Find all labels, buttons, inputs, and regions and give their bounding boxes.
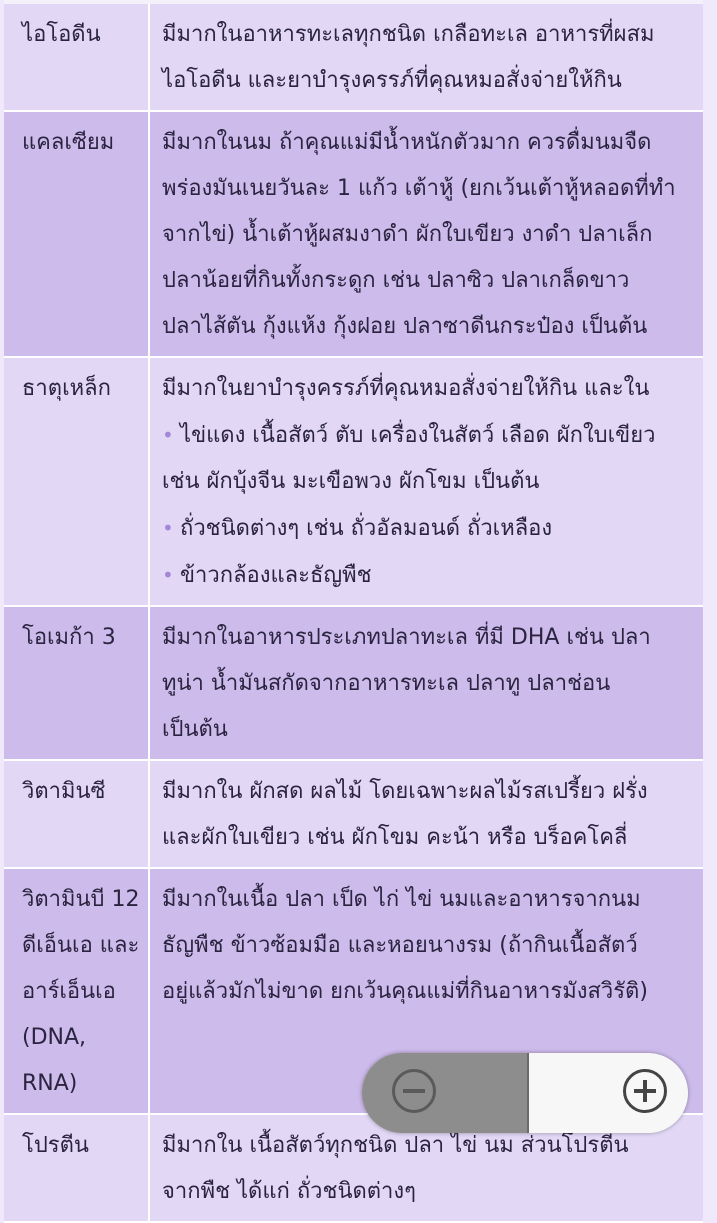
description-line: มีมากในเนื้อ ปลา เป็ด ไก่ ไข่ นมและอาหารจากนม (162, 887, 641, 912)
nutrient-description (150, 607, 703, 759)
zoom-out-icon (392, 1069, 436, 1113)
nutrient-name-line: อาร์เอ็นเอ (22, 979, 116, 1004)
zoom-in-button[interactable] (529, 1053, 688, 1133)
description-line: มีมากในยาบำรุงครรภ์ที่คุณหมอสั่งจ่ายให้กิน และใน (162, 376, 650, 401)
description-line: และผักใบเขียว เช่น ผักโขม คะน้า หรือ บร็อคโคลี่ (162, 825, 628, 850)
description-line: ปลาน้อยที่กินทั้งกระดูก เช่น ปลาซิว ปลาเกล็ดขาว (162, 268, 630, 293)
description-line: เป็นต้น (162, 717, 228, 742)
bullet-text: ถั่วชนิดต่างๆ เช่น ถั่วอัลมอนด์ ถั่วเหลือง (180, 516, 553, 541)
description-line: จากไข่) น้ำเต้าหู้ผสมงาดำ ผักใบเขียว งาดำ ปลาเล็ก (162, 222, 653, 247)
description-line: มีมากใน ผักสด ผลไม้ โดยเฉพาะผลไม้รสเปรี้ยว ฝรั่ง (162, 779, 648, 804)
description-line: ธัญพืช ข้าวซ้อมมือ และหอยนางรม (ถ้ากินเนื้อสัตว์ (162, 933, 638, 958)
bullet-icon: • (162, 423, 174, 447)
table-row (4, 761, 703, 869)
nutrient-name: วิตามินซี (4, 761, 150, 867)
nutrient-name: ธาตุเหล็ก (4, 358, 150, 605)
description-line: จากพืช ได้แก่ ถั่วชนิดต่างๆ (162, 1179, 416, 1204)
description-line: อยู่แล้วมักไม่ขาด ยกเว้นคุณแม่ที่กินอาหารมังสวิรัติ) (162, 979, 648, 1004)
zoom-in-icon (623, 1069, 667, 1113)
nutrient-name-line: วิตามินบี 12 (22, 887, 140, 912)
bullet-item (162, 412, 697, 459)
nutrient-description (150, 761, 703, 867)
bullet-item (162, 552, 697, 599)
table-row (4, 112, 703, 358)
nutrient-description (150, 4, 703, 110)
description-line: ปลาไส้ตัน กุ้งแห้ง กุ้งฝอย ปลาซาดีนกระป๋อง เป็นต้น (162, 314, 648, 339)
bullet-icon: • (162, 563, 174, 587)
table-row (4, 358, 703, 607)
nutrient-name (4, 869, 150, 1113)
description-line: มีมากใน เนื้อสัตว์ทุกชนิด ปลา ไข่ นม ส่วนโปรตีน (162, 1133, 629, 1158)
nutrient-name: โปรตีน (4, 1115, 150, 1221)
description-line: มีมากในอาหารประเภทปลาทะเล ที่มี DHA เช่น ปลา (162, 625, 651, 650)
nutrient-description (150, 112, 703, 356)
nutrient-name: ไอโอดีน (4, 4, 150, 110)
nutrient-name-line: ดีเอ็นเอ และ (22, 933, 140, 958)
bullet-icon: • (162, 516, 174, 540)
description-line: เช่น ผักบุ้งจีน มะเขือพวง ผักโขม เป็นต้น (162, 469, 540, 494)
nutrient-name: โอเมก้า 3 (4, 607, 150, 759)
nutrient-name-line: (DNA, RNA) (22, 1025, 87, 1096)
description-line: ทูน่า น้ำมันสกัดจากอาหารทะเล ปลาทู ปลาช่อน (162, 671, 611, 696)
table-row (4, 607, 703, 761)
bullet-item (162, 505, 697, 552)
description-line: พร่องมันเนยวันละ 1 แก้ว เต้าหู้ (ยกเว้นเต้าหู้หลอดที่ทำ (162, 176, 676, 201)
nutrient-description (150, 358, 703, 605)
bullet-text: ข้าวกล้องและธัญพืช (180, 563, 372, 588)
nutrient-name: แคลเซียม (4, 112, 150, 356)
zoom-control (362, 1053, 688, 1133)
table-row (4, 4, 703, 112)
description-line: ไอโอดีน และยาบำรุงครรภ์ที่คุณหมอสั่งจ่ายให้กิน (162, 68, 622, 93)
description-line: มีมากในนม ถ้าคุณแม่มีน้ำหนักตัวมาก ควรดื่มนมจืด (162, 130, 652, 155)
description-line: มีมากในอาหารทะเลทุกชนิด เกลือทะเล อาหารที่ผสม (162, 22, 655, 47)
zoom-out-button[interactable] (362, 1053, 529, 1133)
bullet-text: ไข่แดง เนื้อสัตว์ ตับ เครื่องในสัตว์ เลือด ผักใบเขียว (180, 423, 656, 448)
nutrition-table (4, 0, 703, 1223)
